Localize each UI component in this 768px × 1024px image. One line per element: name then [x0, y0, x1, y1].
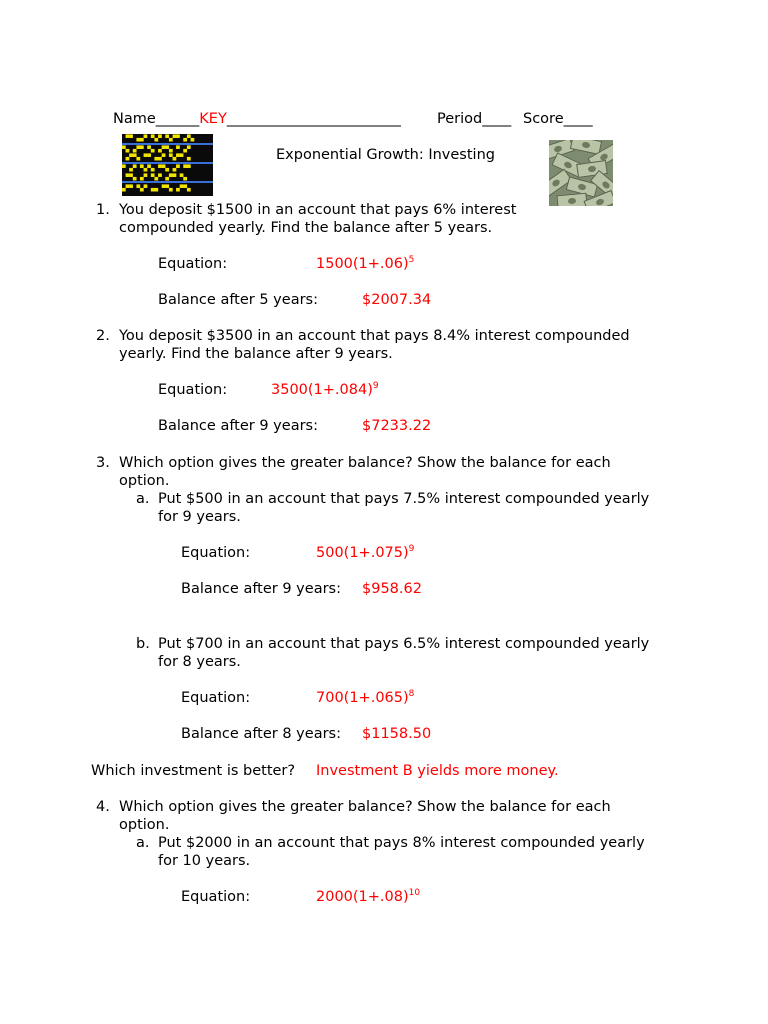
q2-balance-label: Balance after 9 years: — [158, 418, 318, 434]
q1-balance-label: Balance after 5 years: — [158, 292, 318, 308]
q3b-line1: Put $700 in an account that pays 6.5% interest compounded yearly — [158, 636, 650, 652]
name-underline: ________________________ — [226, 111, 401, 127]
q1-number: 1. — [96, 202, 110, 218]
q4-line1: Which option gives the greater balance? Show the balance for each — [119, 799, 611, 815]
q3-line2: option. — [119, 473, 170, 489]
q3a-equation-exp: 9 — [408, 544, 415, 555]
q3b-equation-exp: 8 — [408, 689, 415, 700]
q3-number: 3. — [96, 455, 110, 471]
q2-line1: You deposit $3500 in an account that pays 8.4% interest compounded — [119, 328, 630, 344]
stock-ticker-icon: ▀▀ ▄▄▀ ▀▄▀ ▀▄▀▀ ▄▀▄ ▀▄ ▄▀▀ ▀▄ ▄▀▀▄ ▀ ▄▀ ▄▀▀▄ ▀▀ ▄▄▀ ▀▄▀▀ ▄ ▀ ▄▀ ▀▄▀▄ ▀▀▄ ▄▀ ▀▀ ▀▀▄ ▄▀ ▀▄▀ ▄▀▀ ▀▄ ▄▀▀ ▀▄▀ ▄▄ ▀▀▄ ▄▀▀▄ — [122, 134, 213, 196]
q1-balance-value: $2007.34 — [362, 292, 432, 308]
q2-equation-base: 3500(1+.084) — [271, 382, 373, 398]
q3a-balance-value: $958.62 — [362, 581, 422, 597]
q1-equation-exp: 5 — [408, 255, 415, 266]
money-icon — [549, 140, 613, 206]
q1-equation-base: 1500(1+.06) — [316, 256, 409, 272]
q4-number: 4. — [96, 799, 110, 815]
q2-equation — [271, 382, 379, 398]
q4a-line2: for 10 years. — [158, 853, 251, 869]
q3a-line2: for 9 years. — [158, 509, 241, 525]
q3b-balance-value: $1158.50 — [362, 726, 432, 742]
q1-line2: compounded yearly. Find the balance after 5 years. — [119, 220, 493, 236]
score-label: Score____ — [523, 111, 593, 127]
q4-line2: option. — [119, 817, 170, 833]
page-title: Exponential Growth: Investing — [276, 147, 495, 163]
name-line — [113, 111, 401, 127]
q1-equation-label: Equation: — [158, 256, 228, 272]
q4a-letter: a. — [136, 835, 150, 851]
q2-equation-exp: 9 — [372, 381, 379, 392]
q3b-letter: b. — [136, 636, 150, 652]
q4a-equation-label: Equation: — [181, 889, 251, 905]
q3b-balance-label: Balance after 8 years: — [181, 726, 341, 742]
q4a-line1: Put $2000 in an account that pays 8% interest compounded yearly — [158, 835, 645, 851]
q3a-letter: a. — [136, 491, 150, 507]
q3b-equation — [316, 690, 414, 706]
q1-equation — [316, 256, 414, 272]
q2-balance-value: $7233.22 — [362, 418, 432, 434]
q2-number: 2. — [96, 328, 110, 344]
q3a-line1: Put $500 in an account that pays 7.5% interest compounded yearly — [158, 491, 650, 507]
q4a-equation-base: 2000(1+.08) — [316, 889, 409, 905]
q3a-equation-base: 500(1+.075) — [316, 545, 409, 561]
q3b-equation-label: Equation: — [181, 690, 251, 706]
name-value: KEY — [199, 111, 227, 127]
q3a-equation-label: Equation: — [181, 545, 251, 561]
q3a-balance-label: Balance after 9 years: — [181, 581, 341, 597]
q4a-equation-exp: 10 — [408, 888, 421, 899]
q3b-equation-base: 700(1+.065) — [316, 690, 409, 706]
q3-better-label: Which investment is better? — [91, 763, 296, 779]
q2-line2: yearly. Find the balance after 9 years. — [119, 346, 393, 362]
period-label: Period____ — [437, 111, 512, 127]
q4a-equation — [316, 889, 420, 905]
q1-line1: You deposit $1500 in an account that pays 6% interest — [119, 202, 517, 218]
q3b-line2: for 8 years. — [158, 654, 241, 670]
q3-line1: Which option gives the greater balance? Show the balance for each — [119, 455, 611, 471]
q2-equation-label: Equation: — [158, 382, 228, 398]
q3a-equation — [316, 545, 414, 561]
name-label: Name______ — [113, 111, 200, 127]
q3-better-value: Investment B yields more money. — [316, 763, 559, 779]
